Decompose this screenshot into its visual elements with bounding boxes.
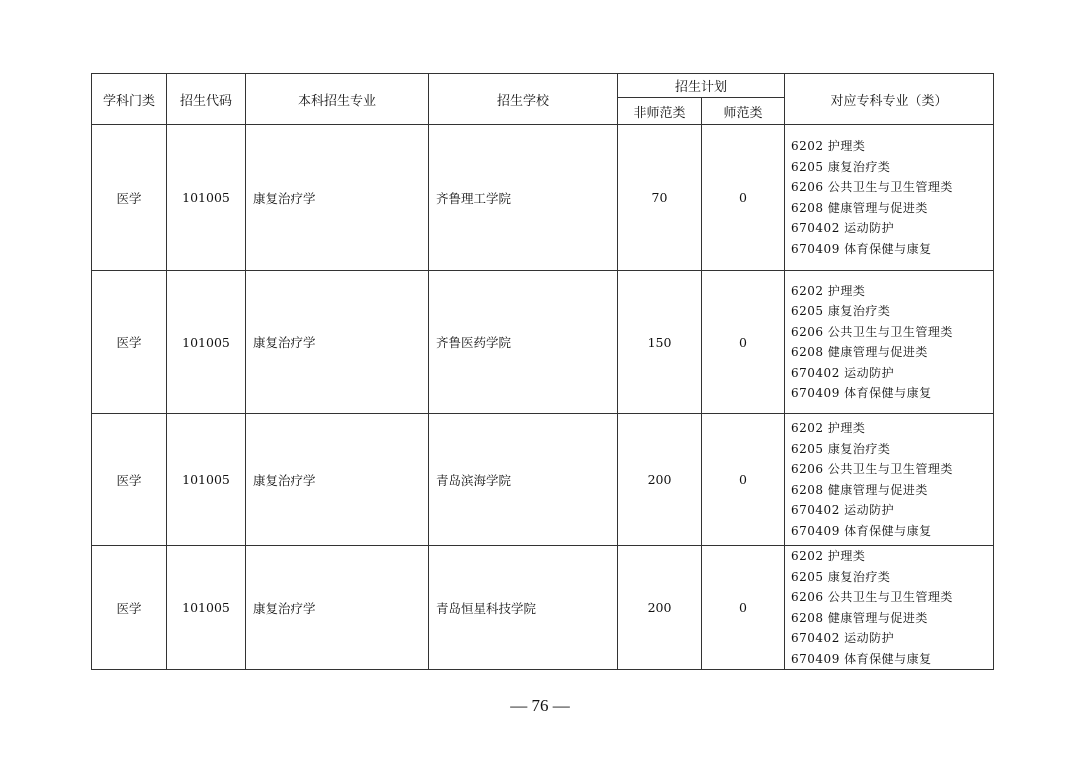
table-row <box>92 414 994 546</box>
table-body <box>92 125 994 670</box>
table-row <box>92 271 994 414</box>
header-major: 本科招生专业 <box>246 74 429 125</box>
cell-normal: 0 <box>702 125 785 271</box>
page-number: — 76 — <box>510 696 570 715</box>
cell-subject: 医学 <box>92 125 167 271</box>
related-major: 6202 护理类 <box>791 283 866 298</box>
related-major: 670402 运动防护 <box>791 503 895 517</box>
cell-code: 101005 <box>167 125 246 271</box>
related-major: 6206 公共卫生与卫生管理类 <box>791 462 953 476</box>
table-row <box>92 546 994 670</box>
cell-normal: 0 <box>702 546 785 670</box>
header-normal: 师范类 <box>702 98 785 125</box>
header-school: 招生学校 <box>429 74 618 125</box>
related-major: 6202 护理类 <box>791 139 866 153</box>
cell-non-normal: 70 <box>618 125 702 271</box>
cell-major: 康复治疗学 <box>246 414 429 546</box>
cell-normal: 0 <box>702 414 785 546</box>
header-related: 对应专科专业（类） <box>785 74 994 125</box>
cell-normal: 0 <box>702 271 785 414</box>
cell-major: 康复治疗学 <box>246 271 429 414</box>
related-major: 6205 康复治疗类 <box>791 304 891 318</box>
related-major: 6205 康复治疗类 <box>791 441 891 456</box>
related-major: 6208 健康管理与促进类 <box>791 482 928 497</box>
related-major: 670409 体育保健与康复 <box>791 523 932 538</box>
cell-school: 齐鲁医药学院 <box>429 271 618 414</box>
related-major: 6208 健康管理与促进类 <box>791 610 928 625</box>
cell-non-normal: 200 <box>618 546 702 670</box>
cell-related <box>785 271 994 414</box>
related-major: 670409 体育保健与康复 <box>791 386 932 400</box>
related-major: 670402 运动防护 <box>791 365 895 380</box>
cell-code: 101005 <box>167 546 246 670</box>
cell-subject: 医学 <box>92 271 167 414</box>
related-major: 6202 护理类 <box>791 549 866 563</box>
cell-related <box>785 414 994 546</box>
related-major: 6202 护理类 <box>791 421 866 435</box>
header-code: 招生代码 <box>167 74 246 125</box>
cell-related <box>785 546 994 670</box>
related-major: 6206 公共卫生与卫生管理类 <box>791 324 953 339</box>
enrollment-table <box>91 73 994 670</box>
cell-subject: 医学 <box>92 414 167 546</box>
related-major: 6208 健康管理与促进类 <box>791 345 928 359</box>
related-major: 6206 公共卫生与卫生管理类 <box>791 180 953 194</box>
related-major: 6205 康复治疗类 <box>791 569 891 584</box>
cell-code: 101005 <box>167 414 246 546</box>
cell-major: 康复治疗学 <box>246 125 429 271</box>
cell-school: 青岛恒星科技学院 <box>429 546 618 670</box>
header-subject: 学科门类 <box>92 74 167 125</box>
related-major: 6208 健康管理与促进类 <box>791 200 928 215</box>
cell-non-normal: 200 <box>618 414 702 546</box>
related-major: 6205 康复治疗类 <box>791 159 891 174</box>
cell-code: 101005 <box>167 271 246 414</box>
related-major: 670409 体育保健与康复 <box>791 241 932 256</box>
cell-school: 青岛滨海学院 <box>429 414 618 546</box>
cell-related <box>785 125 994 271</box>
related-major: 670409 体育保健与康复 <box>791 651 932 666</box>
cell-school: 齐鲁理工学院 <box>429 125 618 271</box>
related-major: 6206 公共卫生与卫生管理类 <box>791 590 953 604</box>
cell-major: 康复治疗学 <box>246 546 429 670</box>
related-major: 670402 运动防护 <box>791 631 895 645</box>
header-plan: 招生计划 <box>618 74 785 98</box>
cell-subject: 医学 <box>92 546 167 670</box>
header-non-normal: 非师范类 <box>618 98 702 125</box>
cell-non-normal: 150 <box>618 271 702 414</box>
table-row <box>92 125 994 271</box>
related-major: 670402 运动防护 <box>791 221 895 235</box>
